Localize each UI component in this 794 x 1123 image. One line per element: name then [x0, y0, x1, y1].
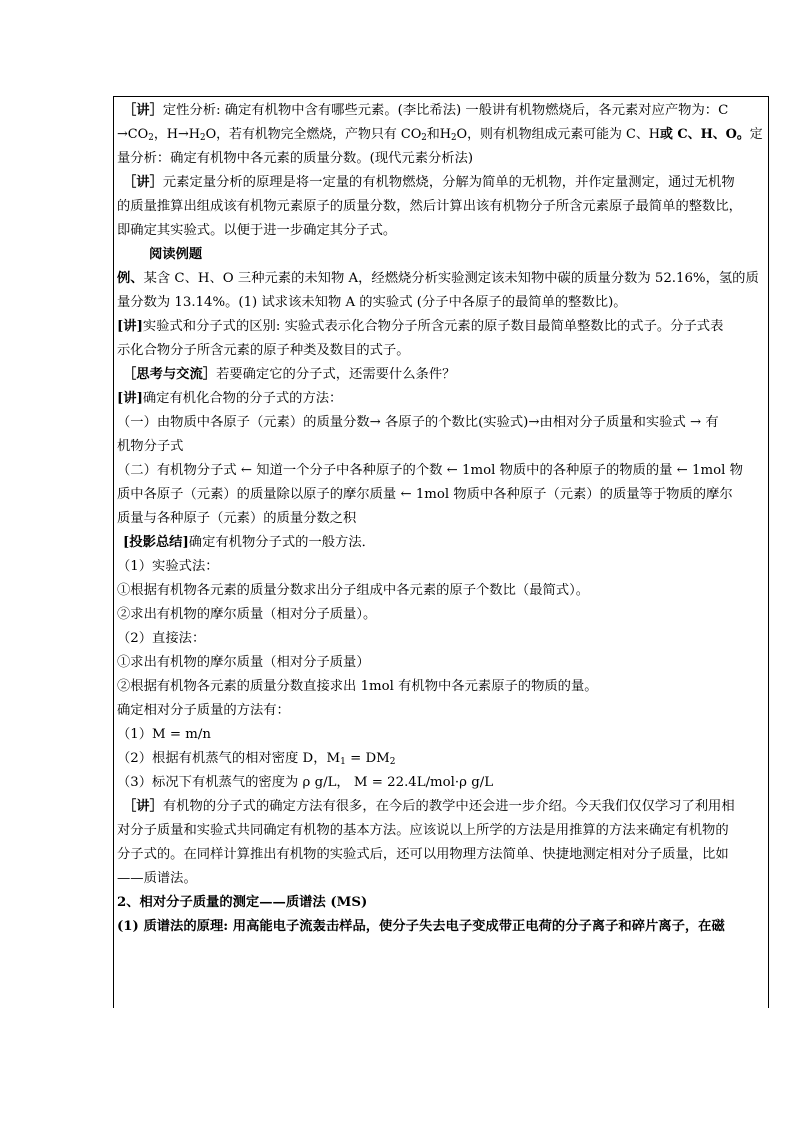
paragraph-line: ①根据有机物各元素的质量分数求出分子组成中各元素的原子个数比（最简式）。 [117, 583, 590, 598]
paragraph-line: 分子式的。在同样计算推出有机物的实验式后，还可以用物理方法简单、快捷地测定相对分子质量，比如 [117, 847, 729, 862]
paragraph-line: $\to CO_2$，$H\to H_2O$，若有机物完全燃烧，产物只有 $CO_2$和$H_2O$，则有机物组成元素可能为 C、H或 C、H、O。定 [117, 127, 763, 143]
paragraph-line: ［讲］元素定量分析的原理是将一定量的有机物燃烧，分解为简单的无机物，并作定量测定，通过无机物 [123, 175, 735, 190]
paragraph-line: ——质谱法。 [117, 871, 197, 886]
section-tag: [讲] [117, 319, 143, 334]
section-heading: 2、相对分子质量的测定——质谱法 (MS) [117, 895, 368, 910]
paragraph-line: （2）直接法： [117, 631, 206, 646]
paragraph-line: 即确定其实验式。以便于进一步确定其分子式。 [117, 223, 397, 238]
paragraph-line: 量分数为 13.14%。(1) 试求该未知物 A 的实验式 (分子中各原子的最简单的整数比)。 [117, 295, 627, 310]
section-tag: ［讲］ [123, 175, 163, 190]
example-heading: 阅读例题 [149, 247, 203, 262]
section-tag: [投影总结] [123, 535, 189, 550]
paragraph-line: （二）有机物分子式 ← 知道一个分子中各种原子的个数 ← 1mol 物质中的各种原子的物质的量 ← 1mol 物 [117, 463, 743, 478]
section-tag: [讲] [117, 391, 143, 406]
paragraph-line: 示化合物分子所含元素的原子种类及数目的式子。 [117, 343, 410, 358]
paragraph-line: （一）由物质中各原子（元素）的质量分数→ 各原子的个数比(实验式)→由相对分子质量和实验式 → 有 [117, 415, 719, 430]
paragraph-line: [讲]实验式和分子式的区别: 实验式表示化合物分子所含元素的原子数目最简单整数比的式子。分子式表 [117, 319, 724, 334]
paragraph-line: ②求出有机物的摩尔质量（相对分子质量）。 [117, 607, 377, 622]
paragraph-line: ［讲］定性分析: 确定有机物中含有哪些元素。(李比希法) 一般讲有机物燃烧后，各元素对应产物为：C [123, 103, 729, 118]
paragraph-line: [讲]确定有机化合物的分子式的方法： [117, 391, 343, 406]
paragraph-line: （1）M = m/n [117, 727, 211, 742]
paragraph-line: ［讲］有机物的分子式的确定方法有很多，在今后的教学中还会进一步介绍。今天我们仅仅学习了利用相 [123, 799, 735, 814]
paragraph-line: 的质量推算出组成该有机物元素原子的质量分数，然后计算出该有机物分子所含元素原子最简单的整数比， [117, 199, 742, 214]
section-tag: ［思考与交流］ [123, 367, 217, 382]
paragraph-line: （3）标况下有机蒸气的密度为 ρ g/L， M = 22.4L/mol·ρ g/L [117, 775, 494, 790]
paragraph-line: [投影总结]确定有机物分子式的一般方法． [123, 535, 375, 550]
paragraph-line: ②根据有机物各元素的质量分数直接求出 1mol 有机物中各元素原子的物质的量。 [117, 679, 598, 694]
paragraph-line: 例、某含 C、H、O 三种元素的未知物 A，经燃烧分析实验测定该未知物中碳的质量分数为 52.16%，氢的质 [117, 271, 759, 286]
paragraph-line: 确定相对分子质量的方法有： [117, 703, 290, 718]
paragraph-line: 量分析：确定有机物中各元素的质量分数。(现代元素分析法) [117, 151, 474, 166]
paragraph-line: （2）根据有机蒸气的相对密度 D，$M_1 = DM_2$ [117, 751, 396, 767]
paragraph-line: 对分子质量和实验式共同确定有机物的基本方法。应该说以上所学的方法是用推算的方法来确定有机物的 [117, 823, 729, 838]
paragraph-line: ［思考与交流］若要确定它的分子式，还需要什么条件？ [123, 367, 456, 382]
paragraph-line: 质量与各种原子（元素）的质量分数之积 [117, 511, 357, 526]
paragraph-line: 质中各原子（元素）的质量除以原子的摩尔质量 ← 1mol 物质中各种原子（元素）的质量等于物质的摩尔 [117, 487, 733, 502]
section-tag: ［讲］ [123, 103, 163, 118]
paragraph-line: 机物分子式 [117, 439, 184, 454]
paragraph-line: （1）实验式法： [117, 559, 219, 574]
section-heading: (1) 质谱法的原理: 用高能电子流轰击样品，使分子失去电子变成带正电荷的分子离子和碎片离子，在磁 [117, 919, 725, 934]
section-tag: ［讲］ [123, 799, 163, 814]
paragraph-line: ①求出有机物的摩尔质量（相对分子质量） [117, 655, 370, 670]
